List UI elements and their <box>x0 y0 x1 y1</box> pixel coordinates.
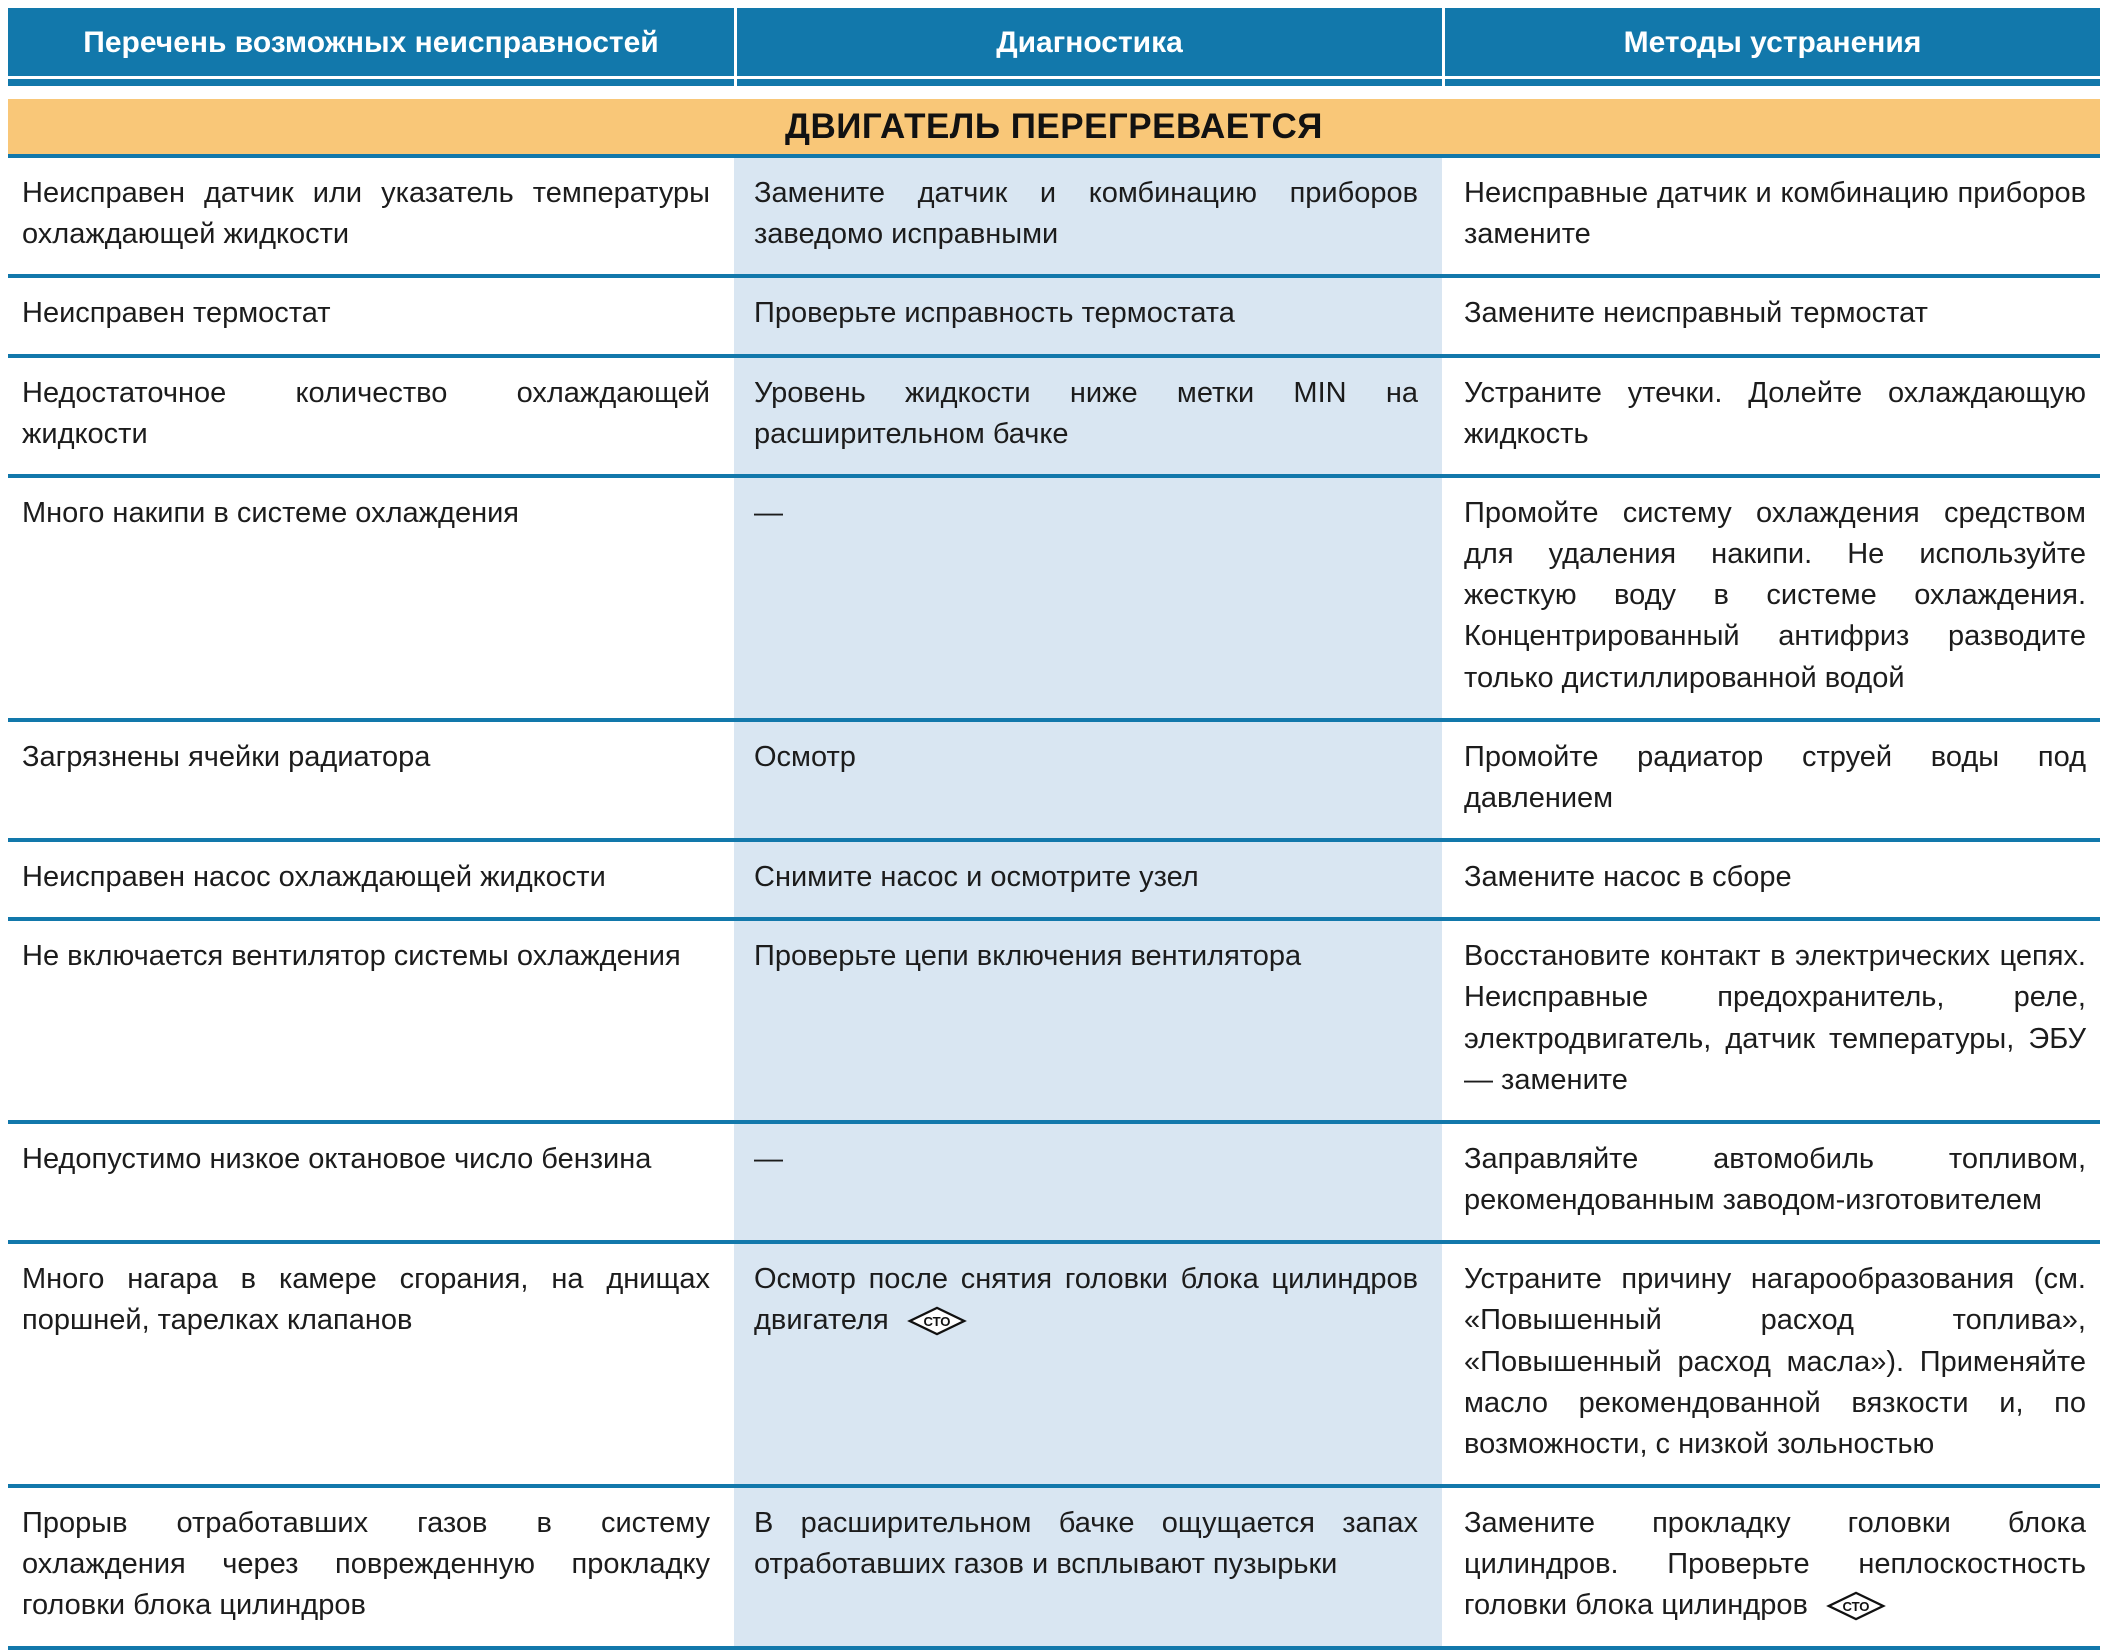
remedy-cell <box>1442 1244 2100 1484</box>
remedy-cell <box>1442 1124 2100 1240</box>
diagnosis-cell <box>734 278 1442 353</box>
diagnosis-cell <box>734 1124 1442 1240</box>
diagnosis-cell <box>734 1488 1442 1646</box>
remedy-cell-text: Промойте радиатор струей воды под давлением <box>1464 740 2086 814</box>
fault-cell <box>8 1488 734 1646</box>
table-row <box>8 842 2100 921</box>
fault-cell <box>8 358 734 474</box>
table-row <box>8 1244 2100 1488</box>
remedy-cell-text: Замените прокладку головки блока цилиндров. Проверьте неплоскостность головки блока цилиндров <box>1464 1507 2086 1622</box>
table-row <box>8 158 2100 278</box>
remedy-cell-text: Устраните причину нагарообразования (см. «Повышенный расход топлива», «Повышенный расход масла»). Применяйте масло рекомендованной вязкости и, по возможности, с низкой зольностью <box>1464 1263 2086 1460</box>
remedy-cell <box>1442 722 2100 838</box>
table-row <box>8 921 2100 1124</box>
sto-badge-icon <box>1826 1591 1886 1621</box>
diagnosis-cell <box>734 722 1442 838</box>
remedy-cell <box>1442 842 2100 917</box>
fault-cell <box>8 921 734 1120</box>
section-title-banner: ДВИГАТЕЛЬ ПЕРЕГРЕВАЕТСЯ <box>8 99 2100 158</box>
fault-cell-text: Неисправен датчик или указатель температуры охлаждающей жидкости <box>22 177 710 251</box>
table-header-row <box>8 8 2100 86</box>
fault-cell-text: Загрязнены ячейки радиатора <box>22 740 431 773</box>
table-row <box>8 1124 2100 1244</box>
diagnosis-cell <box>734 1244 1442 1484</box>
fault-cell <box>8 278 734 353</box>
svg-text:СТО: СТО <box>923 1314 951 1330</box>
diagnosis-cell-text: Проверьте цепи включения вентилятора <box>754 940 1302 973</box>
remedy-cell-text: Промойте систему охлаждения средством для удаления накипи. Не используйте жесткую воду в системе охлаждения. Концентрированный антифриз разводите только дистиллированной водой <box>1464 496 2086 694</box>
header-cell-remedies: Методы устранения <box>1442 8 2100 86</box>
fault-cell <box>8 158 734 274</box>
diagnosis-cell <box>734 921 1442 1120</box>
remedy-cell-text: Неисправные датчик и комбинацию приборов замените <box>1464 177 2086 251</box>
diagnosis-cell-text: Проверьте исправность термостата <box>754 297 1235 330</box>
remedy-cell <box>1442 278 2100 353</box>
remedy-cell-text: Восстановите контакт в электрических цепях. Неисправные предохранитель, реле, электродвигатель, датчик температуры, ЭБУ — замените <box>1464 940 2086 1096</box>
diagnosis-cell-text: Осмотр после снятия головки блока цилиндров двигателя <box>754 1263 1418 1337</box>
table-row <box>8 1488 2100 1650</box>
remedy-cell <box>1442 158 2100 274</box>
remedy-cell-text: Замените неисправный термостат <box>1464 297 1928 330</box>
fault-cell <box>8 722 734 838</box>
fault-cell-text: Много накипи в системе охлаждения <box>22 496 520 529</box>
fault-cell-text: Недостаточное количество охлаждающей жидкости <box>22 376 710 450</box>
remedy-cell <box>1442 478 2100 718</box>
remedy-cell <box>1442 1488 2100 1646</box>
table-row <box>8 478 2100 722</box>
fault-cell-text: Неисправен насос охлаждающей жидкости <box>22 861 606 894</box>
remedy-cell <box>1442 921 2100 1120</box>
fault-cell-text: Неисправен термостат <box>22 297 331 330</box>
diagnosis-cell <box>734 842 1442 917</box>
table-body <box>8 158 2100 1650</box>
diagnosis-cell-text: Осмотр <box>754 740 856 773</box>
diagnosis-cell <box>734 478 1442 718</box>
diagnosis-cell <box>734 158 1442 274</box>
diagnosis-cell-text: — <box>754 496 783 529</box>
svg-text:СТО: СТО <box>1842 1599 1870 1615</box>
fault-cell <box>8 478 734 718</box>
diagnosis-cell-text: Снимите насос и осмотрите узел <box>754 861 1199 894</box>
table-row <box>8 358 2100 478</box>
fault-cell <box>8 1124 734 1240</box>
remedy-cell-text: Заправляйте автомобиль топливом, рекомендованным заводом-изготовителем <box>1464 1142 2086 1217</box>
table-row <box>8 722 2100 842</box>
fault-cell-text: Прорыв отработавших газов в систему охлаждения через поврежденную прокладку головки блока цилиндров <box>22 1507 710 1622</box>
diagnosis-cell-text: — <box>754 1142 783 1175</box>
remedy-cell-text: Замените насос в сборе <box>1464 861 1792 894</box>
fault-cell-text: Много нагара в камере сгорания, на днищах поршней, тарелках клапанов <box>22 1263 710 1337</box>
diagnosis-cell-text: В расширительном бачке ощущается запах отработавших газов и всплывают пузырьки <box>754 1507 1418 1581</box>
diagnosis-cell-text: Уровень жидкости ниже метки MIN на расширительном бачке <box>754 376 1418 450</box>
diagnosis-cell <box>734 358 1442 474</box>
fault-cell-text: Недопустимо низкое октановое число бензина <box>22 1142 652 1175</box>
diagnosis-cell-text: Замените датчик и комбинацию приборов заведомо исправными <box>754 177 1418 251</box>
table-row <box>8 278 2100 357</box>
header-cell-diagnostics: Диагностика <box>734 8 1442 86</box>
remedy-cell-text: Устраните утечки. Долейте охлаждающую жидкость <box>1464 376 2086 450</box>
fault-cell <box>8 1244 734 1484</box>
remedy-cell <box>1442 358 2100 474</box>
header-cell-faults: Перечень возможных неисправностей <box>83 26 659 59</box>
fault-cell <box>8 842 734 917</box>
sto-badge-icon <box>907 1306 967 1336</box>
fault-cell-text: Не включается вентилятор системы охлаждения <box>22 940 681 973</box>
